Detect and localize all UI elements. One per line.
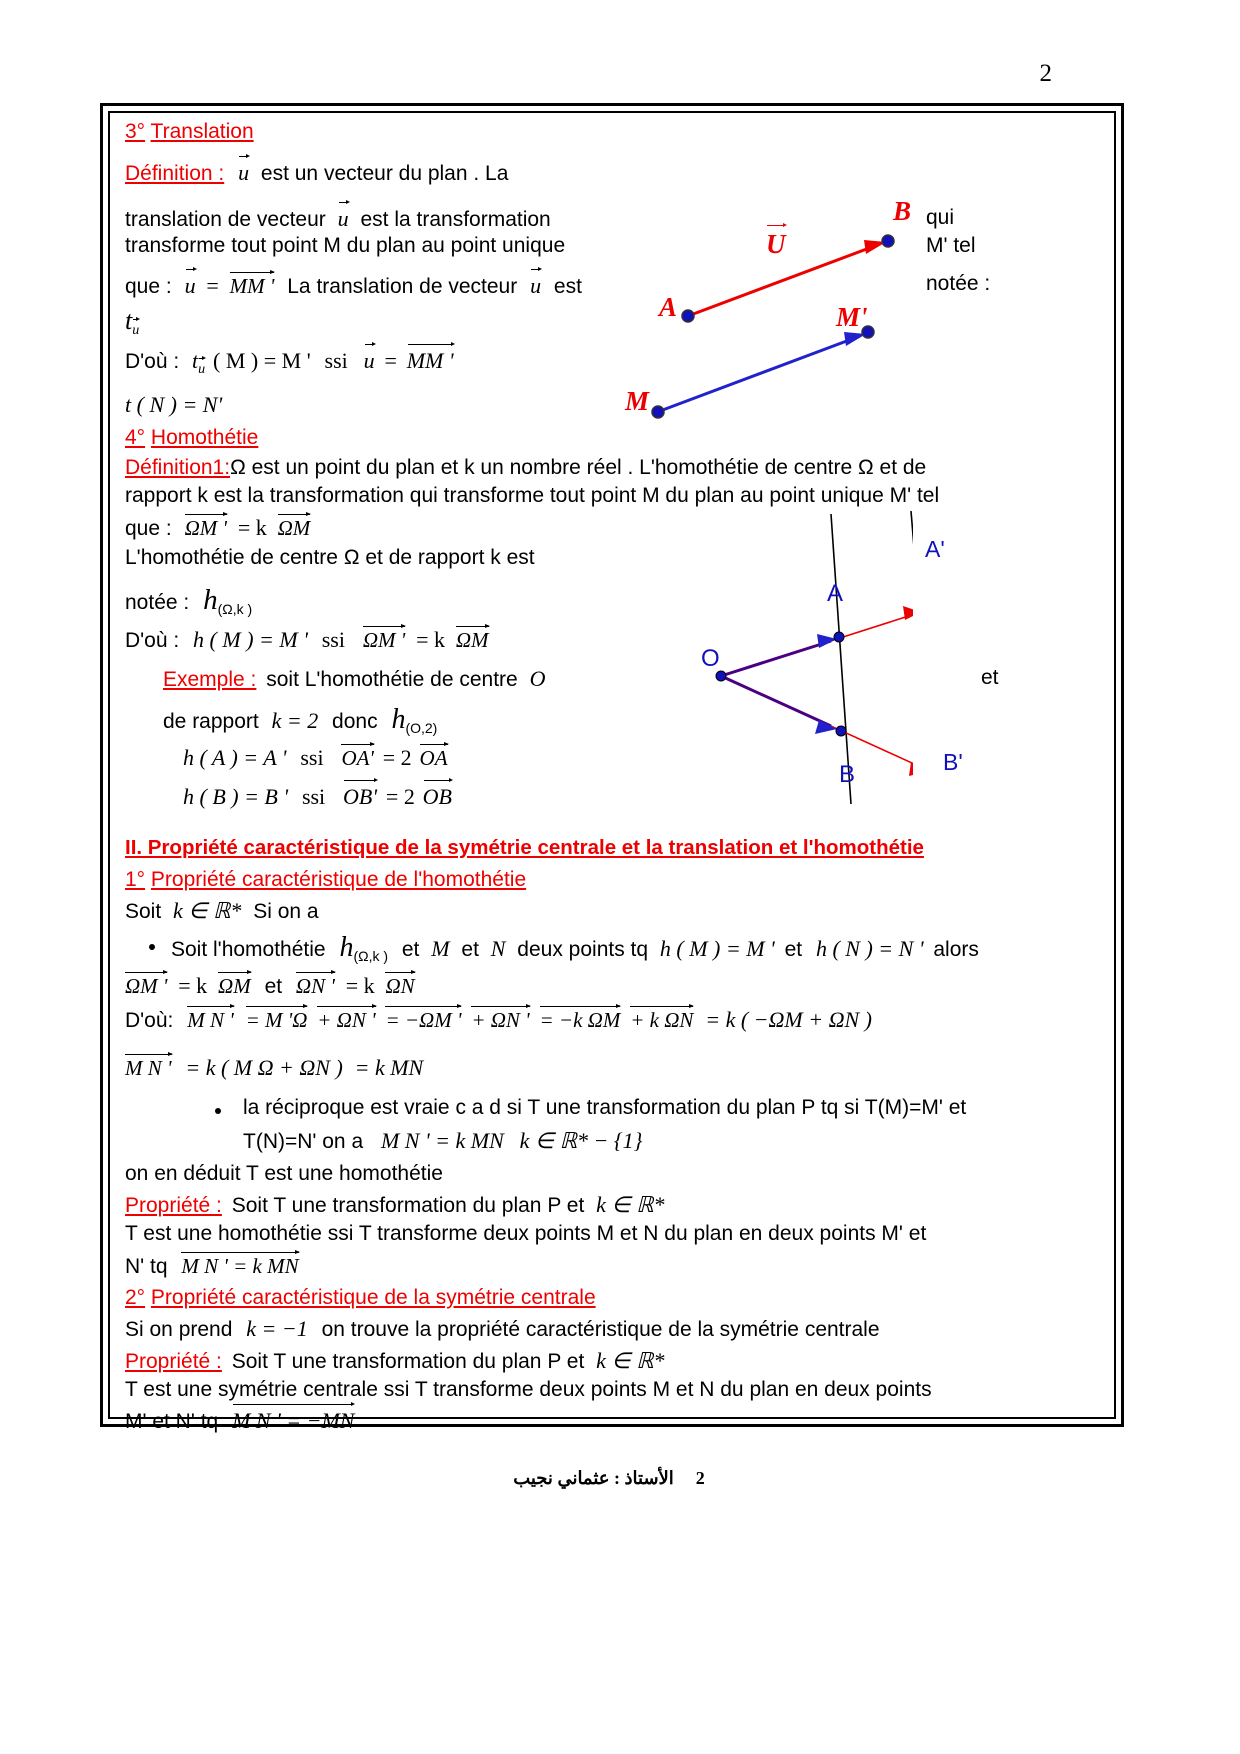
part2-prop2-text: Soit T une transformation du plan P et <box>231 1350 585 1373</box>
dou-t-sub: u <box>198 362 206 378</box>
part2-prop1-k: k ∈ ℝ* <box>596 1192 665 1217</box>
translation-heading-number: 3° <box>125 120 146 143</box>
translation-dou-line <box>125 348 454 378</box>
figure-label-u-vector: U <box>766 229 786 259</box>
translation-line4-eq: = <box>206 273 219 298</box>
part2-prop1-line3 <box>125 1252 299 1279</box>
content-area <box>103 106 1127 1433</box>
homothety-hb-eq: = 2 <box>385 784 415 809</box>
part2-b1-hm: h ( M ) = M ' <box>659 936 775 961</box>
translation-definition-label: Définition : <box>125 162 225 185</box>
part2-soit-label: Soit <box>125 900 162 923</box>
page-number-top: 2 <box>1039 60 1052 87</box>
part2-b1-c: et <box>461 938 479 961</box>
figure-label-b-fig: B <box>839 761 856 788</box>
point-b <box>882 235 894 247</box>
part2-b1-alors: alors <box>933 938 979 961</box>
homothety-ha-line <box>183 744 448 771</box>
vector-oa-prime: OA' <box>341 746 374 770</box>
part2-prop1-text: Soit T une transformation du plan P et <box>231 1194 585 1217</box>
translation-line4 <box>125 272 582 299</box>
translation-line4-a: que : <box>125 275 172 298</box>
part2-sub2-title: Propriété caractéristique de la symétrie centrale <box>150 1286 596 1309</box>
vector-u-2: u <box>337 206 349 231</box>
vector-omega-m-prime-1: ΩM ' <box>184 516 227 540</box>
figure-label-m: M <box>625 386 650 416</box>
part2-b1-hn: h ( N ) = N ' <box>815 936 924 961</box>
homothety-notee-line: L'homothétie de centre Ω et de rapport k est <box>125 546 535 569</box>
part2-eq1-et: et <box>264 975 283 998</box>
translation-line4-b: La translation de vecteur <box>287 275 518 298</box>
homothety-hb-line <box>183 784 452 810</box>
vector-neg-k-omega-m: = −k ΩM <box>539 1008 621 1032</box>
translation-t-symbol <box>125 306 139 339</box>
homothety-example-center-o: O <box>529 666 546 691</box>
part2-soit-tail: Si on a <box>253 900 319 923</box>
part2-b1-d: deux points tq <box>517 938 649 961</box>
part2-bullet1-line <box>171 932 979 964</box>
figure-label-a-prime-fig: A' <box>925 536 945 562</box>
translation-figure <box>608 176 918 436</box>
t-symbol-subscript: u <box>132 323 140 339</box>
vector-m-prime-omega: = M 'Ω <box>245 1008 308 1032</box>
vector-omega-n-prime-2: + ΩN ' <box>317 1008 376 1032</box>
content-frame <box>100 103 1124 1433</box>
part2-soit-k-line <box>125 898 319 924</box>
vector-neg-omega-m-prime: = −ΩM ' <box>385 1008 462 1032</box>
part2-b1-hsub: (Ω,k ) <box>353 948 389 965</box>
figure-label-o: O <box>701 645 720 672</box>
homothety-example-text: soit L'homothétie de centre <box>266 668 518 691</box>
homothety-ha-expr: h ( A ) = A ' <box>183 745 287 770</box>
vector-ob-prime: OB' <box>343 784 378 809</box>
vector-omega-m-2: ΩM <box>455 628 489 652</box>
vector-u-4: u <box>530 273 542 298</box>
figure-label-a: A <box>659 292 678 322</box>
homothety-dou-line <box>125 626 489 653</box>
part2-eq2-rhs: = k MN <box>354 1055 424 1080</box>
homothety-notee-label: notée : <box>125 591 190 614</box>
translation-dou-label: D'où : <box>125 350 180 373</box>
homothety-dou-label: D'où : <box>125 629 180 652</box>
homothety-definition-label: Définition1: <box>125 456 231 479</box>
vector-mn-prime-4: M N ' = −MN <box>232 1408 355 1433</box>
vector-u-3: u <box>184 273 196 298</box>
homothety-definition-text: Ω est un point du plan et k un nombre réel . L'homothétie de centre Ω et de <box>230 456 927 479</box>
part2-b1-m: M <box>431 936 450 961</box>
translation-definition-line1 <box>125 160 508 186</box>
translation-line3-qui: qui <box>926 206 955 229</box>
homothety-dou-eq: = k <box>416 627 446 652</box>
translation-line2-c: est la transformation <box>360 208 551 231</box>
bullet-point-1 <box>149 944 155 950</box>
translation-line3-text: transforme tout point M du plan au point unique <box>125 234 566 257</box>
figure-label-a-fig: A <box>827 580 844 607</box>
part2-b1-b: et <box>401 938 420 961</box>
h-o2-symbol: h <box>391 704 406 735</box>
vector-mn-prime-3: M N ' = k MN <box>181 1254 299 1278</box>
homothety-example-label: Exemple : <box>163 668 257 691</box>
homothety-definition-line2: rapport k est la transformation qui transforme tout point M du plan au point unique M' tel <box>125 484 940 507</box>
homothety-hb-expr: h ( B ) = B ' <box>183 784 289 809</box>
vector-ob-figure <box>721 676 831 726</box>
h-o2-subscript: (O,2) <box>405 720 438 737</box>
part2-bullet2-line2 <box>243 1128 642 1154</box>
homothety-example-line2-a: de rapport <box>163 710 259 733</box>
part2-dou-label: D'où: <box>125 1009 174 1032</box>
vector-omega-n-prime-1: ΩN ' <box>295 974 335 998</box>
part2-prop1-line3-a: N' tq <box>125 1255 168 1278</box>
part2-sub2-line-tail: on trouve la propriété caractéristique de la symétrie centrale <box>321 1318 880 1341</box>
translation-line3 <box>125 234 565 258</box>
parallel-line-2 <box>911 511 913 801</box>
part2-sub2-k: k = −1 <box>246 1316 308 1341</box>
translation-definition-text1: est un vecteur du plan . La <box>260 162 509 185</box>
part2-eq1-eq: = k <box>178 973 208 998</box>
dou-eq: = <box>384 348 397 373</box>
homothety-que-line <box>125 514 310 541</box>
vector-omega-m-3: ΩM <box>218 974 251 998</box>
footer-page-number: 2 <box>695 1468 705 1488</box>
vector-u-1: u <box>238 160 250 185</box>
part2-sub2-heading <box>125 1286 596 1310</box>
part2-prop1-label: Propriété : <box>125 1194 222 1217</box>
homothety-heading <box>125 426 258 450</box>
homothety-example-donc: donc <box>332 710 378 733</box>
vector-oa-figure <box>721 641 831 676</box>
homothety-dou-h: h ( M ) = M ' <box>193 627 308 652</box>
part2-heading: II. Propriété caractéristique de la symétrie centrale et la translation et l'homothétie <box>125 836 924 859</box>
part2-bullet2-line: la réciproque est vraie c a d si T une transformation du plan P tq si T(M)=M' et <box>243 1096 967 1119</box>
dou-m-expr: ( M ) = M ' <box>213 348 311 373</box>
point-a <box>682 310 694 322</box>
part2-sub2-line-a: Si on prend <box>125 1318 233 1341</box>
vector-oa: OA <box>419 746 448 770</box>
part2-b2-line2-a: T(N)=N' on a <box>243 1130 364 1153</box>
part2-prop2-line2: T est une symétrie centrale ssi T transforme deux points M et N du plan en deux points <box>125 1378 932 1401</box>
part2-dou-factored: = k ( −ΩM + ΩN ) <box>705 1007 873 1032</box>
figure-label-b: B <box>893 196 912 226</box>
figure-label-b-prime-fig: B' <box>943 749 963 775</box>
part2-b1-h: h <box>339 932 354 963</box>
part2-eq1-eq2: = k <box>345 973 375 998</box>
vector-mm-prime-1: MM ' <box>229 274 275 298</box>
point-b-fig <box>836 726 846 736</box>
part2-dou-line <box>125 1006 872 1033</box>
homothety-que-eq: = k <box>237 515 267 540</box>
part2-prop2-line3-a: M' et N' tq <box>125 1410 219 1433</box>
vector-omega-n-prime-3: + ΩN ' <box>471 1008 530 1032</box>
homothety-example-line1 <box>163 666 545 692</box>
vector-omega-m-prime-2: ΩM ' <box>362 628 406 652</box>
part2-prop2-k: k ∈ ℝ* <box>596 1348 665 1373</box>
part2-sub1-number: 1° <box>125 868 146 891</box>
point-m <box>652 406 664 418</box>
part2-b1-a: Soit l'homothétie <box>171 938 326 961</box>
part2-sub1-heading <box>125 868 526 892</box>
footer-author: الأستاذ : عثماني نجيب <box>513 1468 674 1488</box>
translation-notee-label: notée : <box>926 272 991 295</box>
figure-label-m-prime: M' <box>836 302 868 332</box>
translation-line2-a: translation de vecteur <box>125 208 326 231</box>
part2-eq1-line <box>125 972 415 999</box>
translation-line2 <box>125 206 551 232</box>
ray-o-bprime-arrow <box>909 762 913 776</box>
homothety-ha-eq: = 2 <box>382 745 412 770</box>
homothety-example-et: et <box>981 666 999 689</box>
homothety-notee-symbol-line <box>125 584 252 617</box>
homothety-example-k-value: k = 2 <box>271 708 319 733</box>
part2-deduit-line: on en déduit T est une homothétie <box>125 1162 443 1185</box>
h-symbol: h <box>203 584 218 616</box>
vector-omega-m-prime-3: ΩM ' <box>125 974 168 998</box>
homothety-figure <box>593 496 913 816</box>
part2-b2-line2-k: k ∈ ℝ* − {1} <box>519 1128 643 1153</box>
vector-omega-n-1: ΩN <box>385 974 415 998</box>
part2-sub2-number: 2° <box>125 1286 146 1309</box>
h-symbol-subscript: (Ω,k ) <box>217 601 253 618</box>
translation-heading <box>125 120 254 144</box>
part2-b2-line2-eq: M N ' = k MN <box>380 1128 504 1153</box>
translation-heading-title: Translation <box>150 120 254 143</box>
part2-soit-k-math: k ∈ ℝ* <box>173 898 242 923</box>
point-a-fig <box>834 632 844 642</box>
dou-vector-mm: MM ' <box>406 348 454 373</box>
translation-line3-tail: M' tel <box>926 234 976 257</box>
homothety-definition-line1 <box>125 456 926 480</box>
dou-t: t <box>192 348 199 373</box>
vector-mn-prime-2: M N ' <box>125 1056 172 1080</box>
vector-mm-line <box>660 336 860 411</box>
homothety-ha-ssi: ssi <box>300 745 324 770</box>
dou-ssi: ssi <box>324 348 348 373</box>
bullet-point-2 <box>215 1108 221 1114</box>
vector-ob: OB <box>422 784 452 809</box>
part2-b1-et: et <box>784 938 803 961</box>
homothety-dou-ssi: ssi <box>321 627 345 652</box>
vector-k-omega-n: + k ΩN <box>630 1008 694 1032</box>
homothety-heading-number: 4° <box>125 426 146 449</box>
homothety-heading-title: Homothétie <box>150 426 259 449</box>
dou-vector-u: u <box>363 348 375 373</box>
part2-prop1-line <box>125 1192 665 1218</box>
page-footer <box>0 1468 1240 1489</box>
part2-b1-n: N <box>490 936 506 961</box>
translation-line4-d: est <box>553 275 582 298</box>
part2-sub1-title: Propriété caractéristique de l'homothétie <box>150 868 527 891</box>
homothety-que-label: que : <box>125 517 172 540</box>
homothety-example-line2 <box>163 704 437 736</box>
vector-omega-m-1: ΩM <box>277 516 311 540</box>
t-symbol: t <box>125 306 133 335</box>
translation-tn-line: t ( N ) = N' <box>125 392 223 417</box>
homothety-hb-ssi: ssi <box>301 784 326 809</box>
part2-eq2-line <box>125 1054 423 1081</box>
part2-prop2-line3 <box>125 1408 354 1434</box>
part2-sub2-line <box>125 1316 880 1342</box>
part2-prop2-line <box>125 1348 665 1374</box>
vector-mn-prime-1: M N ' <box>187 1008 234 1032</box>
part2-prop1-line2: T est une homothétie ssi T transforme deux points M et N du plan en deux points M' et <box>125 1222 927 1245</box>
part2-eq2-mid: = k ( M Ω + ΩN ) <box>185 1055 343 1080</box>
part2-prop2-label: Propriété : <box>125 1350 222 1373</box>
